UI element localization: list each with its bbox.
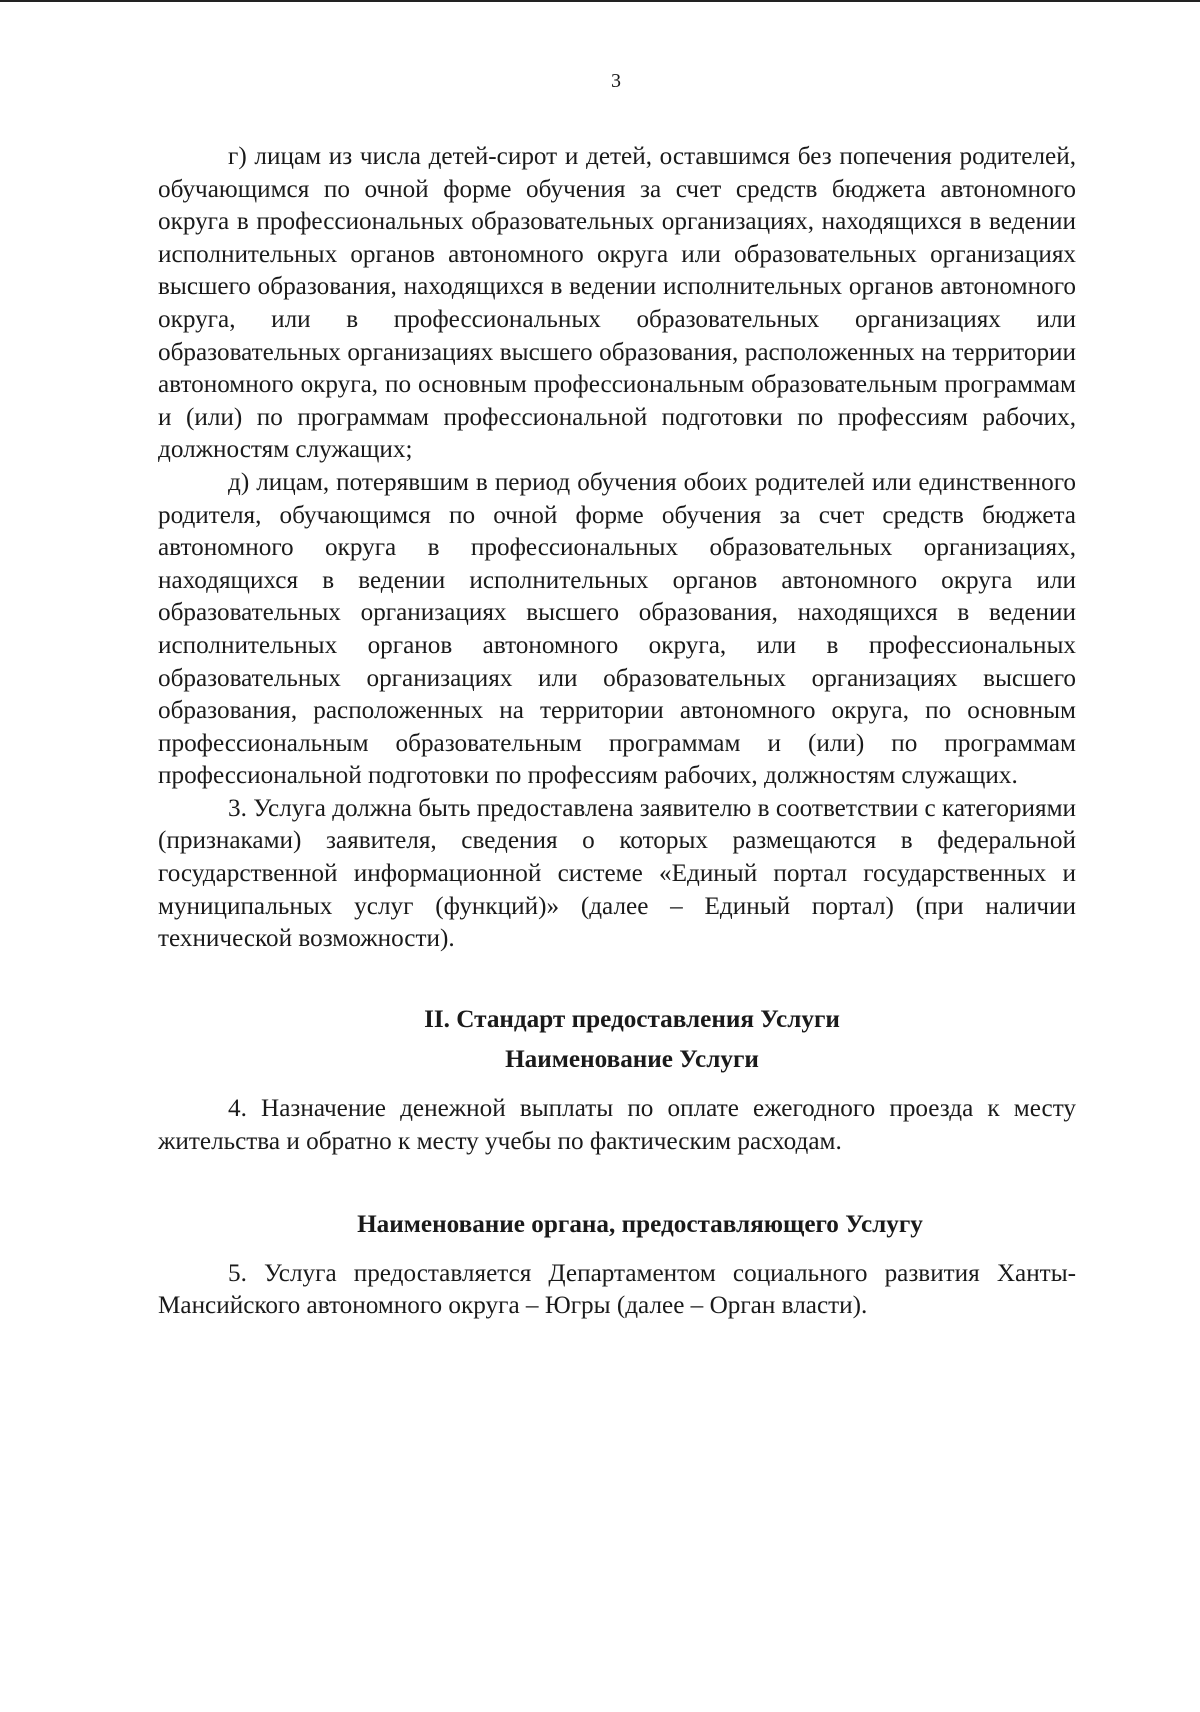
paragraph-5: 5. Услуга предоставляется Департаментом социального развития Ханты-Мансийского автономного округа – Югры (далее – Орган власти).: [158, 1259, 1076, 1320]
section-heading: II. Стандарт предоставления Услуги: [424, 1005, 840, 1033]
paragraph-3: 3. Услуга должна быть предоставлена заявителю в соответствии с категориями (признаками) заявителя, сведения о которых размещаются в федеральной государственной информационной системе «Единый портал государственных и муниципальных услуг (функций)» (далее – Единый портал) (при наличии технической возможности).: [158, 794, 1076, 953]
spacer: [158, 956, 1076, 1004]
spacer: [158, 1036, 1076, 1044]
paragraph-d: д) лицам, потерявшим в период обучения обоих родителей или единственного родителя, обучающимся по очной форме обучения за счет средств бюджета автономного округа в профессиональных образовательных организациях, находящихся в ведении исполнительных органов автономного округа или образовательных организациях высшего образования, находящихся в ведении исполнительных органов автономного округа, или в профессиональных образовательных организациях или образовательных организациях высшего образования, расположенных на территории автономного округа, по основным профессиональным образовательным программам и (или) по программам профессиональной подготовки по профессиям рабочих, должностям служащих.: [158, 468, 1076, 790]
spacer: [158, 1077, 1076, 1093]
page-number: 3: [611, 70, 621, 92]
spacer: [158, 1158, 1076, 1209]
spacer: [158, 1242, 1076, 1258]
paragraph-4: 4. Назначение денежной выплаты по оплате ежегодного проезда к месту жительства и обратно к месту учебы по фактическим расходам.: [158, 1095, 1076, 1155]
subheading-service-name: Наименование Услуги: [505, 1046, 759, 1074]
top-edge-line: [0, 0, 1200, 2]
paragraph-g: г) лицам из числа детей-сирот и детей, оставшимся без попечения родителей, обучающимся по очной форме обучения за счет средств бюджета автономного округа в профессиональных образовательных организациях, находящихся в ведении исполнительных органов автономного округа или образовательных организациях высшего образования, находящихся в ведении исполнительных органов автономного округа, или в профессиональных образовательных организациях или образовательных организациях высшего образования, расположенных на территории автономного округа, по основным профессиональным образовательным программам и (или) по программам профессиональной подготовки по профессиям рабочих, должностям служащих;: [158, 143, 1076, 464]
subheading-organ: Наименование органа, предоставляющего Услугу: [357, 1211, 923, 1239]
document-body: [158, 141, 1076, 1323]
